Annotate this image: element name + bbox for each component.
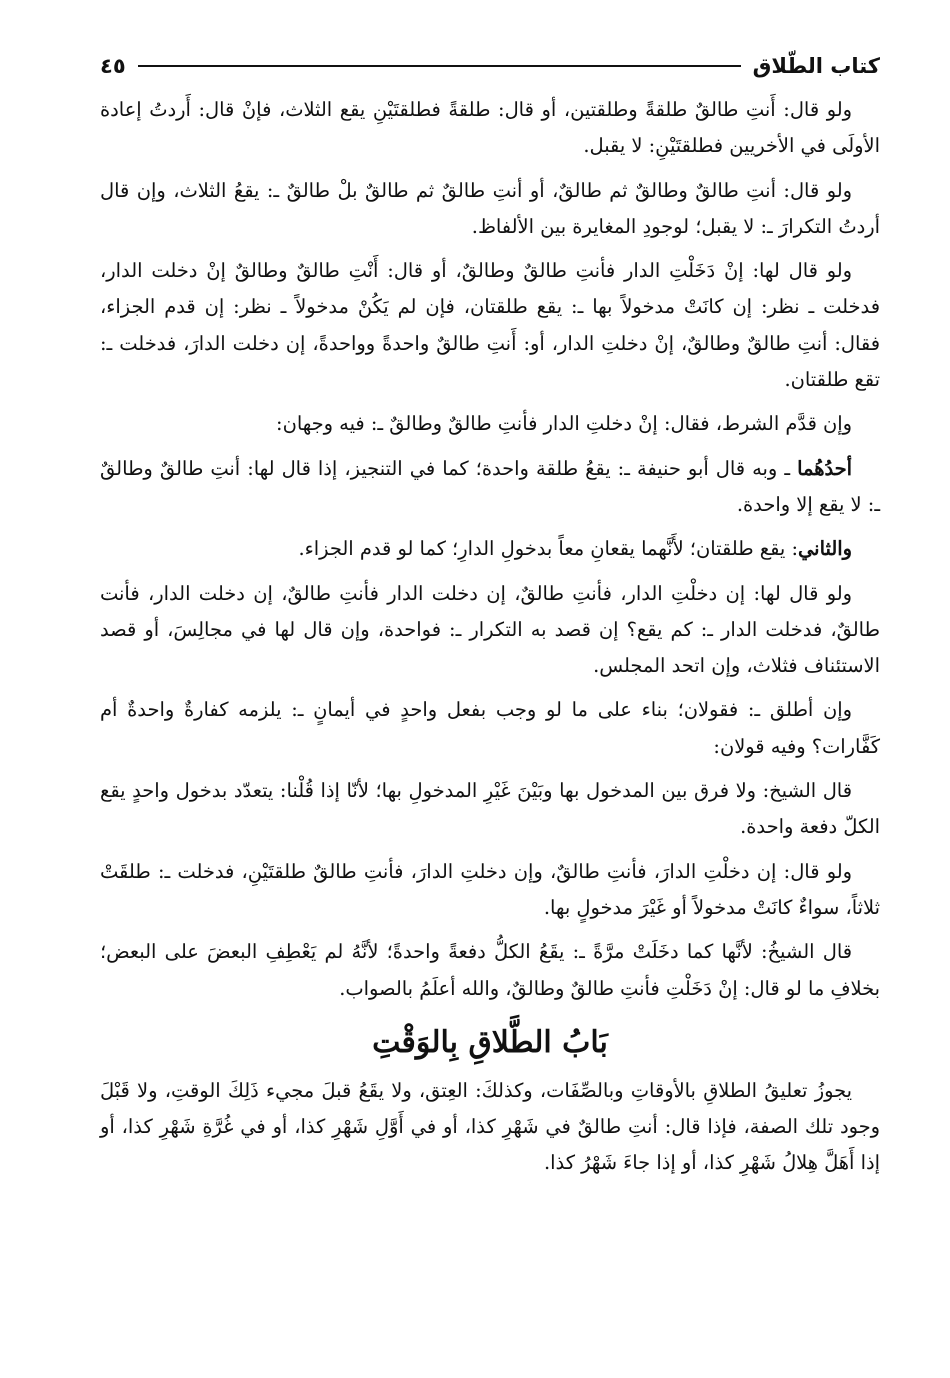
paragraph [100, 692, 880, 765]
paragraph-text: قال الشيخ: ولا فرق بين المدخول بها وبَيْنَ غَيْرِ المدخولِ بها؛ لأنّا إذا قُلْنا: يتعدّد بدخول واحدٍ يقع الكلّ دفعة واحدة. [100, 779, 880, 839]
paragraph [100, 934, 880, 1007]
paragraph-lead: أحدُهُما [797, 456, 853, 480]
paragraph-text: يجوزُ تعليقُ الطلاقِ بالأوقاتِ وبالصِّفَات، وكذلكَ: العِتق، ولا يقَعُ قبلَ مجيء ذَلِكَ الوقتِ، ولا قَبْلَ وجود تلك الصفة، فإذا قال: أنتِ طالقٌ في شَهْرِ كذا، أو في أَوَّلِ شَهْرِ كذا، أو في غُرَّةِ شَهْرِ كذا، أو إذا أَهَلَّ هِلالُ شَهْرِ كذا، أو إذا جاءَ شَهْرُ كذا. [100, 1078, 880, 1175]
book-page [100, 40, 880, 1340]
paragraph [100, 173, 880, 246]
paragraph [100, 576, 880, 685]
paragraph-text: ولو قال لها: إن دخلْتِ الدار، فأنتِ طالقٌ، إن دخلت الدار فأنتِ طالقٌ، إن دخلت الدار، فأنت طالقٌ، فدخلت الدار ـ: كم يقع؟ إن قصد به التكرار ـ: فواحدة، وإن قال لها في مجالِسَ، أو قصد الاستئناف فثلاث، وإن اتحد المجلس. [100, 581, 880, 678]
section-heading: بَابُ الطَّلاقِ بِالوَقْتِ [372, 1024, 608, 1060]
paragraph [100, 253, 880, 398]
paragraph [100, 406, 880, 442]
paragraph-text: قال الشيخُ: لأنَّها كما دخَلَتْ مرَّةً ـ: يقَعُ الكلُّ دفعةً واحدةً؛ لأنَّهُ لم يَعْطِفِ البعضَ على البعض؛ بخلافِ ما لو قال: إنْ دَخَلْتِ فأنتِ طالقٌ وطالقٌ، والله أعلَمُ بالصواب. [100, 940, 880, 1000]
paragraph [100, 773, 880, 846]
paragraph [100, 451, 880, 524]
running-header [100, 40, 880, 92]
paragraph [100, 1073, 880, 1182]
paragraph-text: وإن أطلق ـ: فقولان؛ بناء على ما لو وجب بفعل واحدٍ في أيمانٍ ـ: يلزمه كفارةٌ واحدةٌ أم كَفَّارات؟ وفيه قولان: [100, 698, 880, 758]
header-rule [138, 65, 741, 67]
paragraph [100, 854, 880, 927]
paragraph-text: ولو قال: أنتِ طالقٌ وطالقٌ ثم طالقٌ، أو أنتِ طالقٌ ثم طالقٌ بلْ طالقٌ ـ: يقعُ الثلاث، وإن قال أردتُ التكرارَ ـ: لا يقبل؛ لوجودِ المغايرة بين الألفاظ. [100, 178, 880, 238]
paragraph-text: ولو قال لها: إنْ دَخَلْتِ الدار فأنتِ طالقٌ وطالقٌ، أو قال: أَنْتِ طالقٌ وطالقٌ إنْ دخلت الدار، فدخلت ـ نظر: إن كانَتْ مدخولاً بها ـ: يقع طلقتان، فإن لم يَكُنْ مدخولاً ـ نظر: إن قدم الجزاء، فقال: أنتِ طالقٌ وطالقٌ، إنْ دخلتِ الدار، أو: أَنتِ طالقٌ واحدةً وواحدةً، إن دخلت الدارَ، فدخلت ـ: تقع طلقتان. [100, 259, 880, 392]
paragraph-text: : يقع طلقتان؛ لأَنَّهما يقعانِ معاً بدخولِ الدارِ؛ كما لو قدم الجزاء. [298, 537, 799, 561]
paragraph-text: ولو قال: إن دخلْتِ الدارَ، فأنتِ طالقٌ، وإن دخلتِ الدارَ، فأنتِ طالقٌ طلقتَيْنِ، فدخلت ـ: طلقَتْ ثلاثاً، سواءٌ كانَتْ مدخولاً أو غَيْرَ مدخولٍ بها. [100, 859, 880, 919]
running-title: كتاب الطّلاق [752, 54, 880, 78]
paragraph [100, 92, 880, 165]
paragraph [100, 531, 880, 567]
paragraph-text: ولو قال: أَنتِ طالقٌ طلقةً وطلقتين، أو قال: طلقةً فطلقتَيْنِ يقع الثلاث، فإنْ قال: أَردتُ إعادة الأولَى في الأخريين فطلقتَيْنِ: لا يقبل. [100, 98, 880, 158]
paragraph-text: ـ وبه قال أبو حنيفة ـ: يقعُ طلقة واحدة؛ كما في التنجيز، إذا قال لها: أنتِ طالقٌ وطالقٌ ـ: لا يقع إلا واحدة. [100, 456, 880, 516]
paragraph-text: وإن قدَّم الشرط، فقال: إنْ دخلتِ الدار فأنتِ طالقٌ وطالقٌ ـ: فيه وجهان: [276, 412, 852, 436]
paragraph-lead: والثاني [798, 537, 852, 561]
body-text [100, 92, 880, 1182]
page-number: ٤٥ [100, 54, 126, 78]
